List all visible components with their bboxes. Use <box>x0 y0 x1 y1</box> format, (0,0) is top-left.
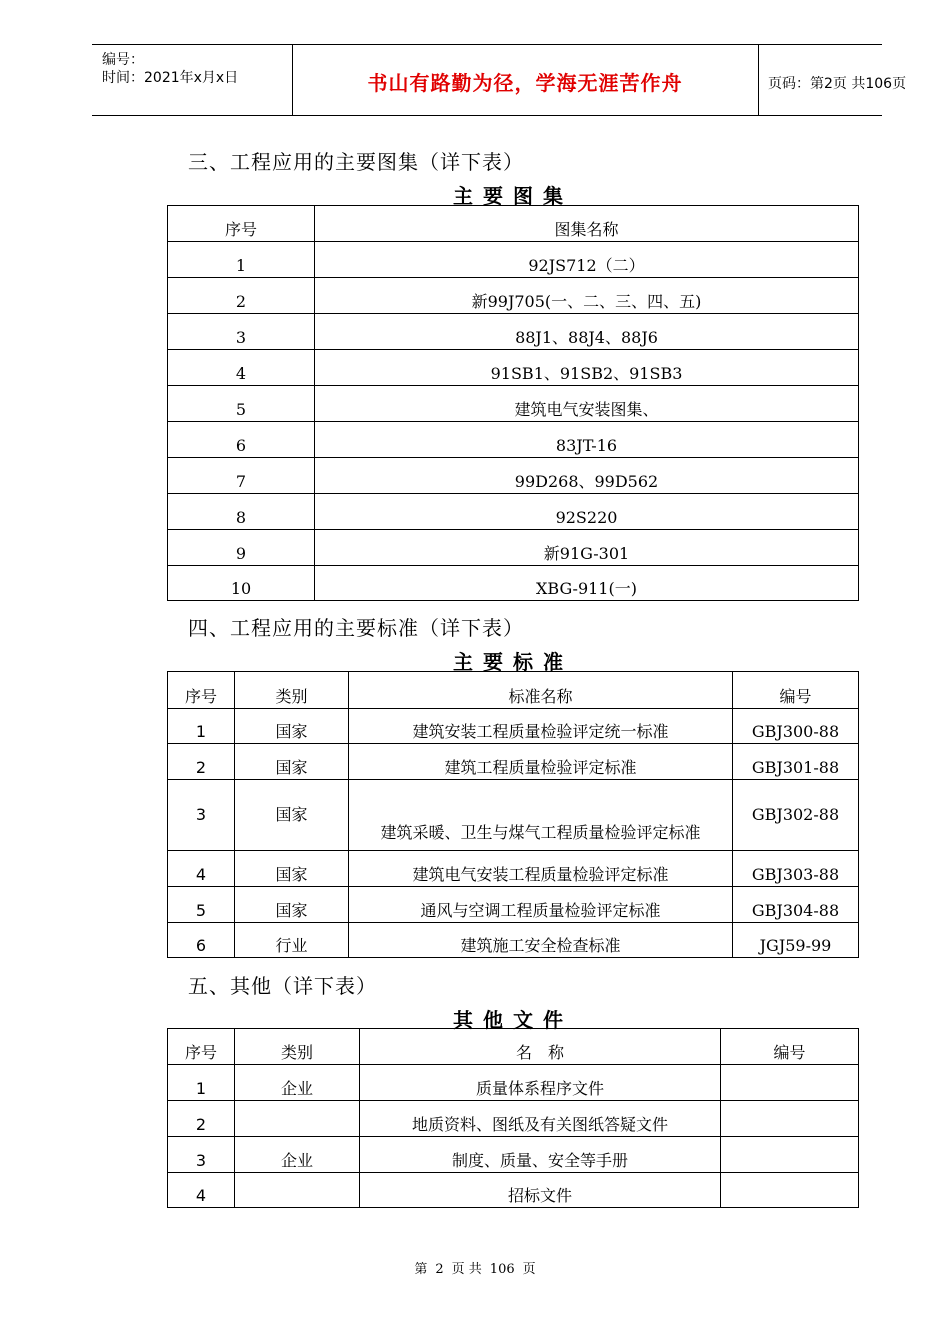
row-index: 1 <box>168 709 235 744</box>
column-header: 名 称 <box>360 1029 721 1065</box>
document-name: 地质资料、图纸及有关图纸答疑文件 <box>360 1101 721 1137</box>
table-row <box>168 494 859 530</box>
row-index: 6 <box>168 923 235 958</box>
column-header: 类别 <box>235 1029 360 1065</box>
column-header: 类别 <box>235 672 349 709</box>
document-code <box>721 1101 859 1137</box>
document-code <box>721 1137 859 1173</box>
table-header-row <box>168 206 859 242</box>
atlas-name: XBG-911(一) <box>315 566 859 601</box>
atlas-name: 新99J705(一、二、三、四、五) <box>315 278 859 314</box>
column-header: 图集名称 <box>315 206 859 242</box>
footer-prefix: 第 <box>414 1262 428 1277</box>
atlas-name: 92JS712（二） <box>315 242 859 278</box>
table-row <box>168 458 859 494</box>
atlas-name: 92S220 <box>315 494 859 530</box>
document-code <box>721 1065 859 1101</box>
atlas-name: 88J1、88J4、88J6 <box>315 314 859 350</box>
row-index: 1 <box>168 242 315 278</box>
document-name: 制度、质量、安全等手册 <box>360 1137 721 1173</box>
standard-name: 建筑工程质量检验评定标准 <box>349 744 733 780</box>
row-index: 3 <box>168 1137 235 1173</box>
table-row <box>168 242 859 278</box>
time-label: 时间：2021年x月x日 <box>102 70 239 86</box>
column-header: 序号 <box>168 672 235 709</box>
other-documents-table <box>167 1028 859 1208</box>
header-motto-cell <box>292 45 759 115</box>
standard-code: GBJ303-88 <box>733 851 859 887</box>
column-header: 编号 <box>733 672 859 709</box>
table-row <box>168 923 859 958</box>
page-label: 页码：第2页 共106页 <box>768 76 907 92</box>
page-footer <box>0 1258 950 1277</box>
atlas-table <box>167 205 859 601</box>
standard-code: GBJ304-88 <box>733 887 859 923</box>
category-cell: 国家 <box>235 744 349 780</box>
standard-code: GBJ302-88 <box>733 780 859 851</box>
category-cell: 行业 <box>235 923 349 958</box>
table-row <box>168 350 859 386</box>
row-index: 4 <box>168 350 315 386</box>
row-index: 3 <box>168 314 315 350</box>
category-cell: 企业 <box>235 1137 360 1173</box>
category-cell: 国家 <box>235 887 349 923</box>
section3-heading: 三、工程应用的主要图集（详下表） <box>188 150 524 174</box>
row-index: 2 <box>168 278 315 314</box>
document-code <box>721 1173 859 1208</box>
standard-name: 建筑安装工程质量检验评定统一标准 <box>349 709 733 744</box>
page-header <box>92 44 907 116</box>
row-index: 8 <box>168 494 315 530</box>
table-row <box>168 314 859 350</box>
row-index: 6 <box>168 422 315 458</box>
standards-table <box>167 671 859 958</box>
standard-name: 建筑施工安全检查标准 <box>349 923 733 958</box>
table-row <box>168 386 859 422</box>
motto: 书山有路勤为径，学海无涯苦作舟 <box>367 71 683 95</box>
category-cell <box>235 1173 360 1208</box>
row-index: 4 <box>168 851 235 887</box>
column-header: 编号 <box>721 1029 859 1065</box>
category-cell: 国家 <box>235 709 349 744</box>
section5-table-title: 其他文件 <box>453 1008 573 1032</box>
atlas-name: 83JT-16 <box>315 422 859 458</box>
category-cell: 国家 <box>235 780 349 851</box>
row-index: 2 <box>168 1101 235 1137</box>
column-header: 序号 <box>168 1029 235 1065</box>
table-row <box>168 1065 859 1101</box>
table-row <box>168 780 859 851</box>
row-index: 10 <box>168 566 315 601</box>
standard-name: 建筑采暖、卫生与煤气工程质量检验评定标准 <box>349 780 733 851</box>
section3-table-title: 主要图集 <box>453 184 573 208</box>
footer-page-number: 2 <box>435 1262 444 1277</box>
document-name: 招标文件 <box>360 1173 721 1208</box>
table-row <box>168 851 859 887</box>
table-row <box>168 709 859 744</box>
row-index: 5 <box>168 386 315 422</box>
row-index: 1 <box>168 1065 235 1101</box>
table-row <box>168 1173 859 1208</box>
category-cell: 国家 <box>235 851 349 887</box>
row-index: 9 <box>168 530 315 566</box>
standard-name: 通风与空调工程质量检验评定标准 <box>349 887 733 923</box>
category-cell <box>235 1101 360 1137</box>
table-header-row <box>168 1029 859 1065</box>
footer-mid: 页 共 <box>451 1262 482 1277</box>
section4-table-title: 主要标准 <box>453 650 573 674</box>
header-page-cell <box>758 45 907 115</box>
category-cell: 企业 <box>235 1065 360 1101</box>
table-row <box>168 422 859 458</box>
row-index: 5 <box>168 887 235 923</box>
standard-code: JGJ59-99 <box>733 923 859 958</box>
table-row <box>168 278 859 314</box>
table-row <box>168 887 859 923</box>
table-header-row <box>168 672 859 709</box>
atlas-name: 99D268、99D562 <box>315 458 859 494</box>
table-row <box>168 744 859 780</box>
standard-code: GBJ300-88 <box>733 709 859 744</box>
row-index: 2 <box>168 744 235 780</box>
standard-name: 建筑电气安装工程质量检验评定标准 <box>349 851 733 887</box>
table-row <box>168 1137 859 1173</box>
table-row <box>168 566 859 601</box>
document-name: 质量体系程序文件 <box>360 1065 721 1101</box>
row-index: 3 <box>168 780 235 851</box>
standard-code: GBJ301-88 <box>733 744 859 780</box>
table-row <box>168 1101 859 1137</box>
atlas-name: 建筑电气安装图集、 <box>315 386 859 422</box>
column-header: 序号 <box>168 206 315 242</box>
table-row <box>168 530 859 566</box>
footer-total-pages: 106 <box>489 1262 515 1277</box>
number-label: 编号： <box>102 52 144 68</box>
atlas-name: 91SB1、91SB2、91SB3 <box>315 350 859 386</box>
footer-suffix: 页 <box>522 1262 536 1277</box>
header-info-cell <box>92 45 293 115</box>
section5-heading: 五、其他（详下表） <box>188 974 377 998</box>
column-header: 标准名称 <box>349 672 733 709</box>
atlas-name: 新91G-301 <box>315 530 859 566</box>
row-index: 4 <box>168 1173 235 1208</box>
section4-heading: 四、工程应用的主要标准（详下表） <box>188 616 524 640</box>
row-index: 7 <box>168 458 315 494</box>
